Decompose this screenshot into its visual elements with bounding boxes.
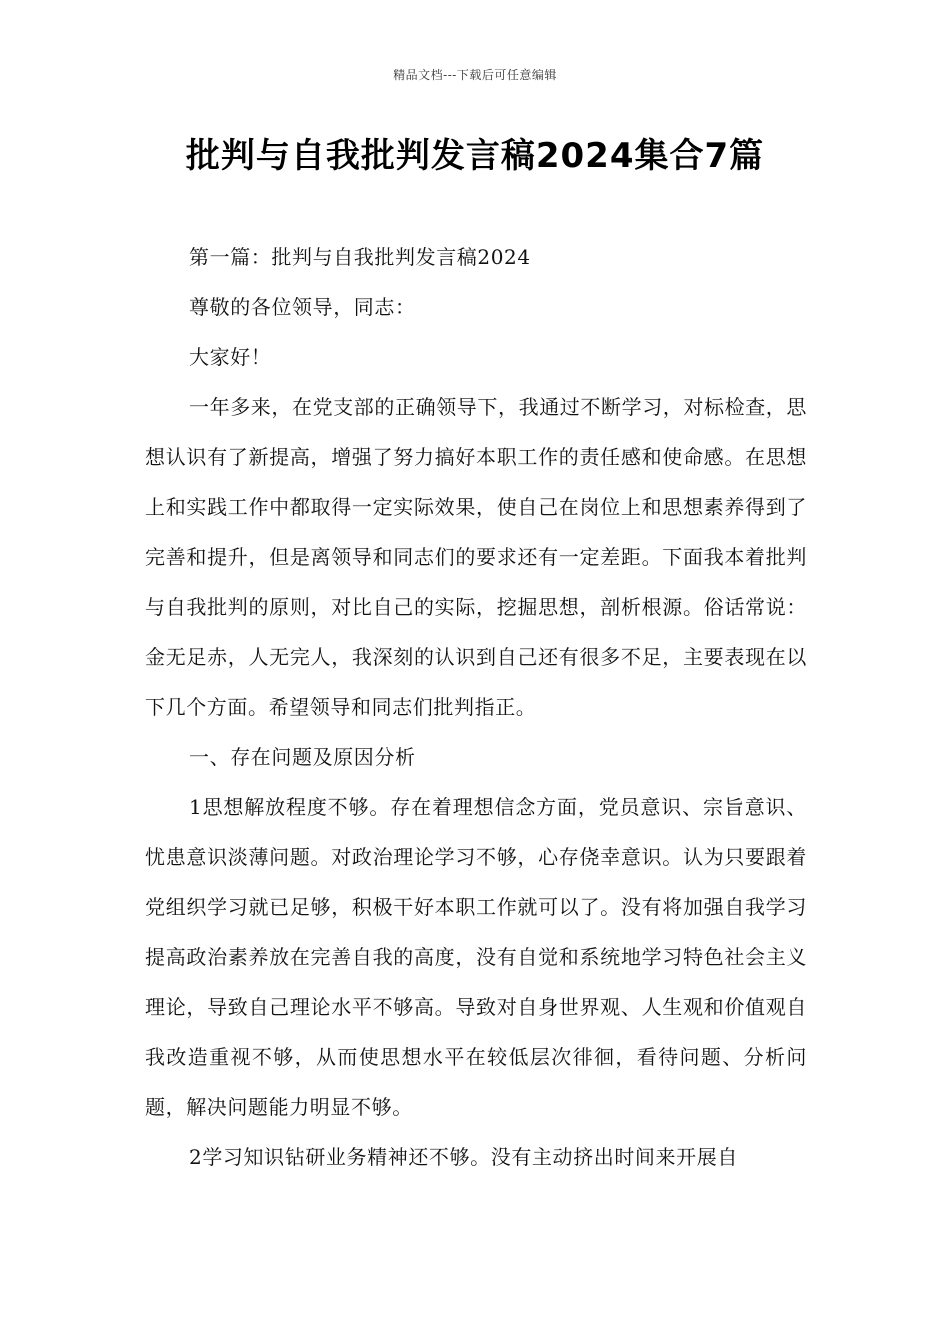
body-paragraph: 1思想解放程度不够。存在着理想信念方面，党员意识、宗旨意识、忧患意识淡薄问题。对政治理论学习不够，心存侥幸意识。认为只要跟着党组织学习就已足够，积极干好本职工作就可以了。没有将加强自我学习提高政治素养放在完善自我的高度，没有自觉和系统地学习特色社会主义理论，导致自己理论水平不够高。导致对自身世界观、人生观和价值观自我改造重视不够，从而使思想水平在较低层次徘徊，看待问题、分析问题，解决问题能力明显不够。 <box>145 795 807 1119</box>
section-heading-1: 第一篇：批判与自我批判发言稿2024 <box>189 245 531 269</box>
header-note: 精品文档---下载后可任意编辑 <box>393 68 557 82</box>
document-body <box>145 232 807 1182</box>
body-paragraph: 2学习知识钻研业务精神还不够。没有主动挤出时间来开展自 <box>189 1145 738 1169</box>
body-paragraph: 一年多来，在党支部的正确领导下，我通过不断学习，对标检查，思想认识有了新提高，增强了努力搞好本职工作的责任感和使命感。在思想上和实践工作中都取得一定实际效果，使自己在岗位上和思想素养得到了完善和提升，但是离领导和同志们的要求还有一定差距。下面我本着批判与自我批判的原则，对比自己的实际，挖掘思想，剖析根源。俗话常说：金无足赤，人无完人，我深刻的认识到自己还有很多不足，主要表现在以下几个方面。希望领导和同志们批判指正。 <box>145 395 807 719</box>
salutation: 尊敬的各位领导，同志： <box>189 295 416 319</box>
greeting: 大家好！ <box>189 345 272 369</box>
subsection-heading: 一、存在问题及原因分析 <box>189 745 416 769</box>
document-title: 批判与自我批判发言稿2024集合7篇 <box>185 136 765 176</box>
